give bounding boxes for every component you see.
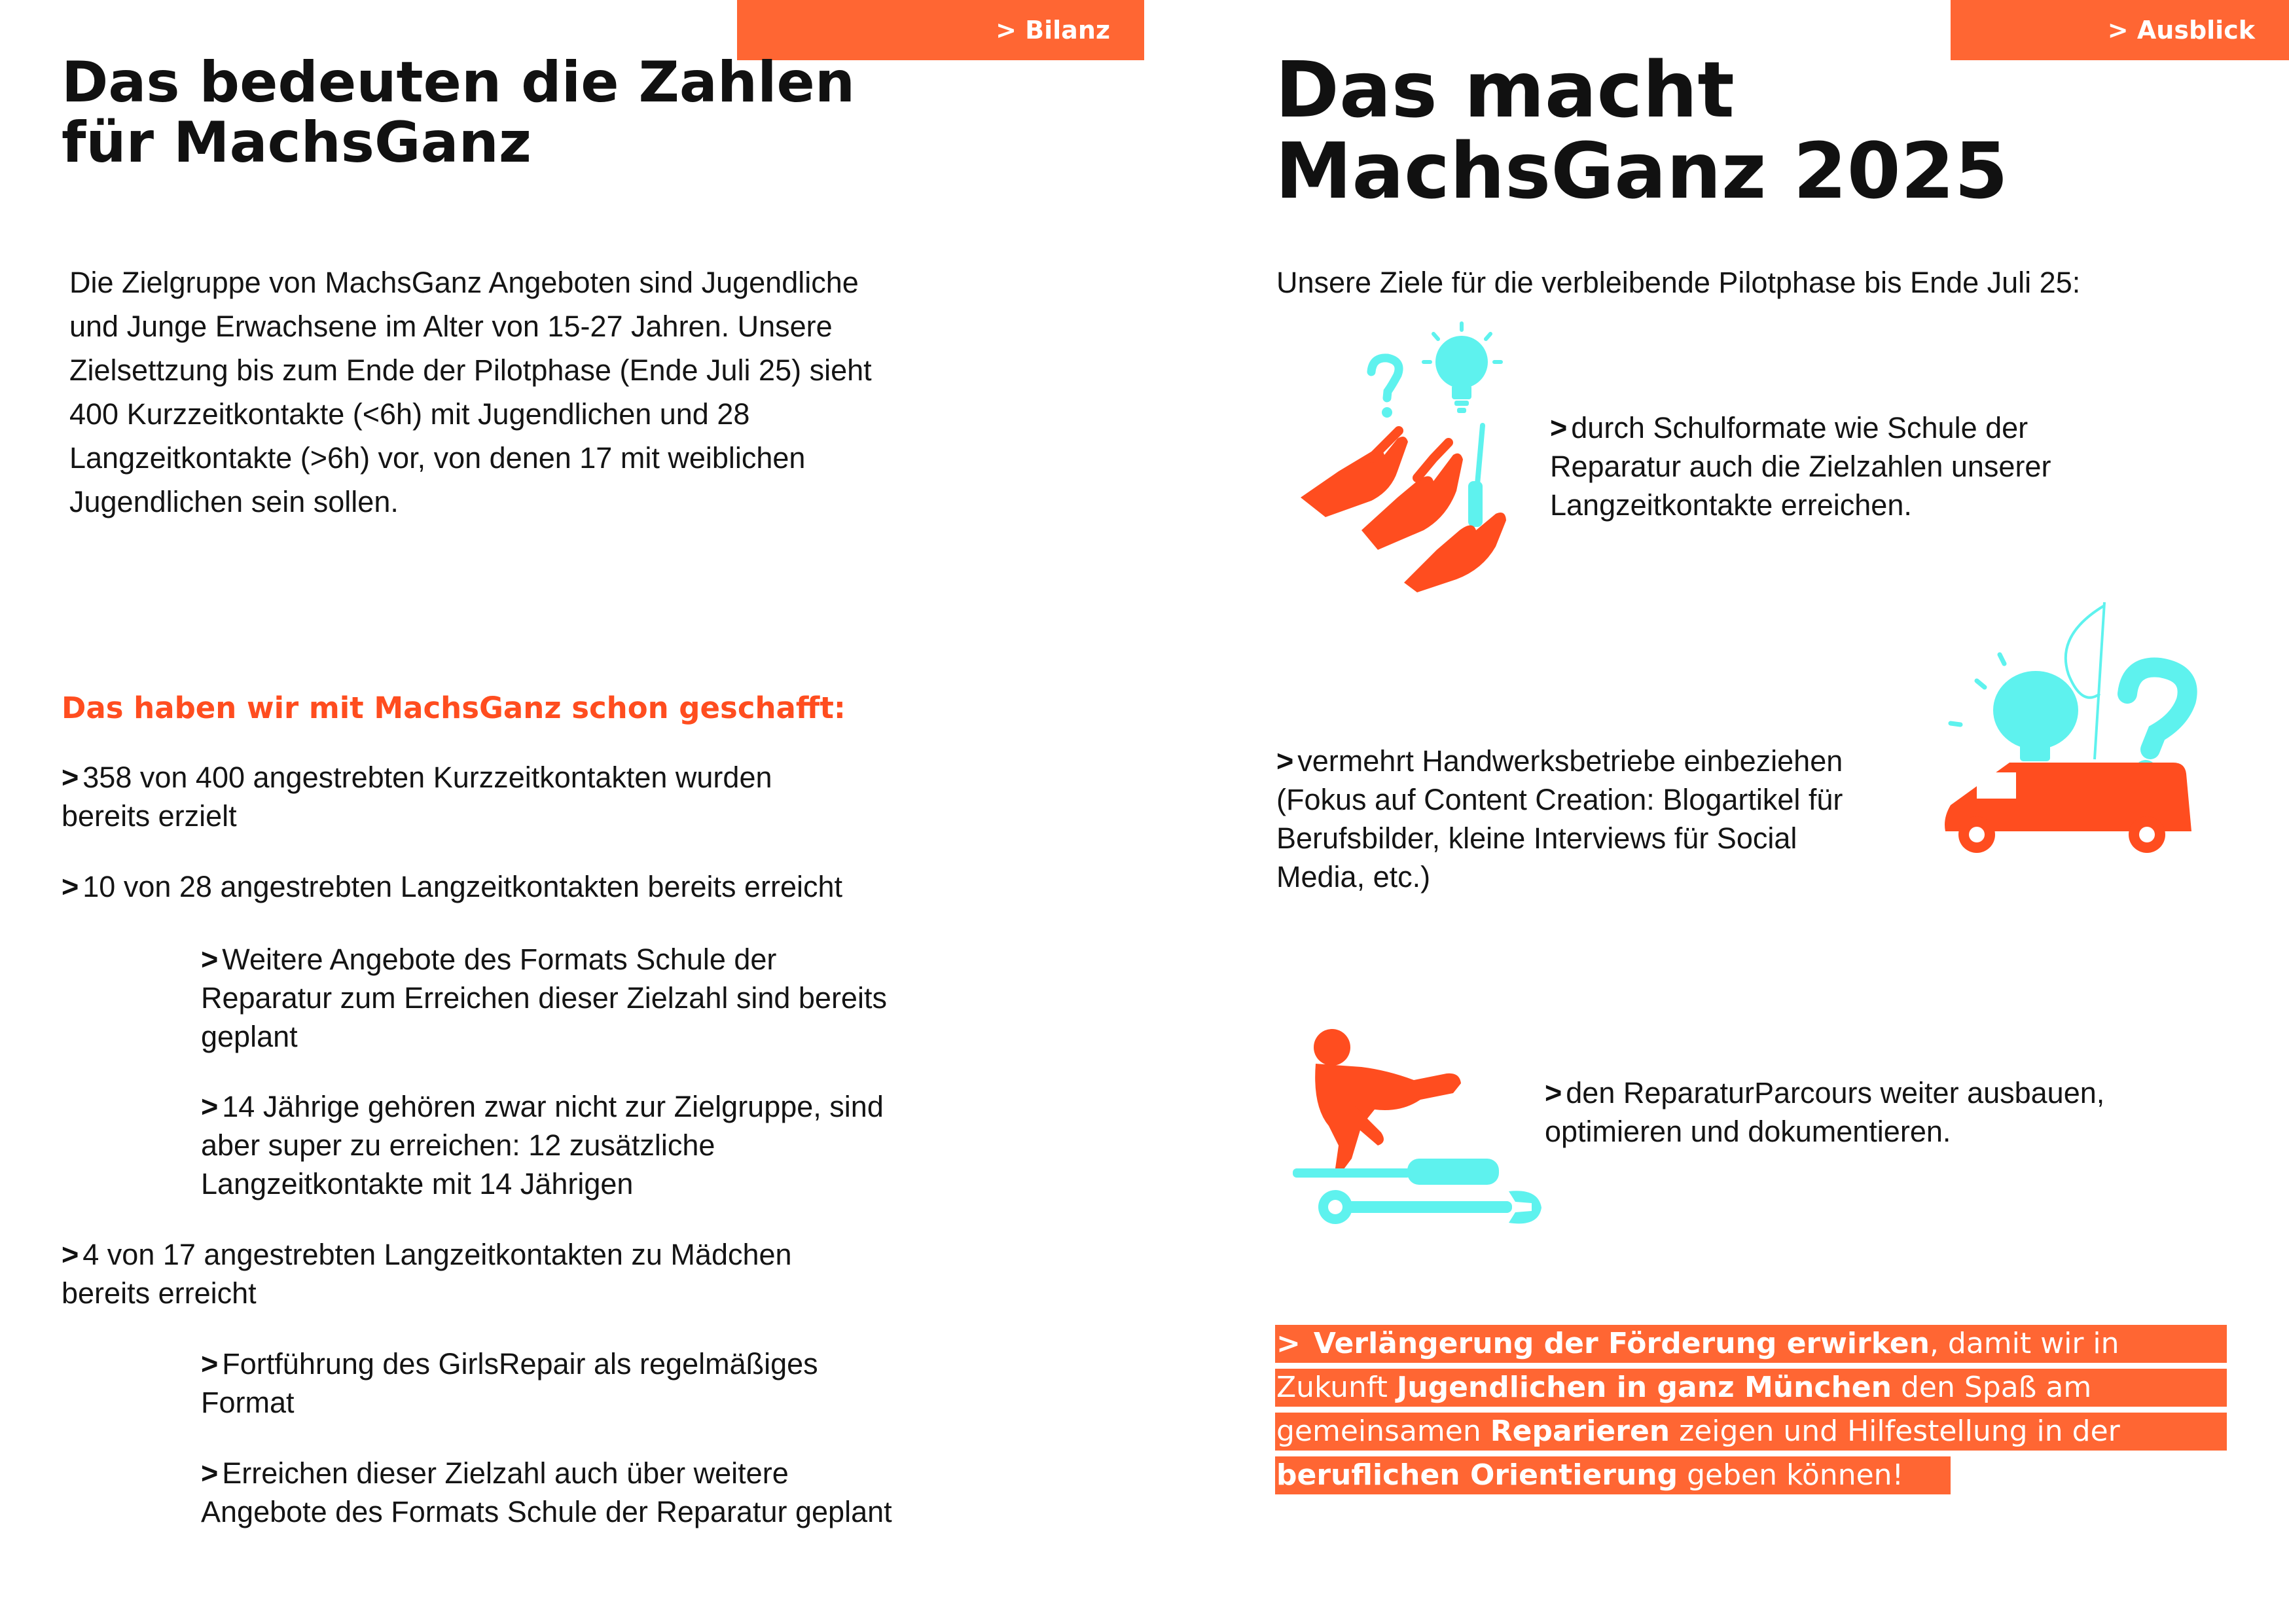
list-item-line: Weitere Angebote des Formats Schule der (222, 943, 777, 976)
tab-ausblick-label: > Ausblick (2107, 16, 2255, 45)
intro-line: Langzeitkontakte (>6h) vor, von denen 17 mit weiblichen (69, 441, 806, 475)
cta-emphasis: Verlängerung der Förderung erwirken (1313, 1327, 1930, 1360)
right-page-title (1275, 45, 2008, 216)
list-item (62, 1235, 1043, 1312)
goal-line: durch Schulformate wie Schule der (1571, 411, 2028, 444)
chevron-right-icon: > (62, 761, 79, 794)
list-item-line: Format (201, 1386, 295, 1419)
goal-line: Media, etc.) (1276, 860, 1431, 893)
intro-line: Die Zielgruppe von MachsGanz Angeboten sind Jugendliche (69, 266, 859, 299)
intro-line: Jugendlichen sein sollen. (69, 485, 399, 518)
left-intro-paragraph (69, 261, 1051, 524)
list-item-line: Erreichen dieser Zielzahl auch über weitere (222, 1456, 789, 1490)
chevron-right-icon: > (1276, 744, 1294, 778)
right-intro: Unsere Ziele für die verbleibende Pilotphase bis Ende Juli 25: (1276, 266, 2081, 299)
cta-line-3 (1275, 1413, 2227, 1451)
left-title-line-2: für MachsGanz (62, 110, 532, 175)
cta-line-4 (1275, 1456, 1951, 1494)
list-item-line: Angebote des Formats Schule der Reparatur geplant (201, 1495, 892, 1528)
goal-line: den ReparaturParcours weiter ausbauen, (1566, 1076, 2105, 1110)
goal-text (1550, 408, 2270, 524)
goal-line: Reparatur auch die Zielzahlen unserer (1550, 450, 2051, 483)
left-title-line-1: Das bedeuten die Zahlen (62, 50, 856, 115)
van-with-lightbulb-icon (1938, 596, 2212, 884)
intro-line: 400 Kurzzeitkontakte (<6h) mit Jugendlichen und 28 (69, 397, 750, 431)
chevron-right-icon: > (62, 1238, 79, 1271)
tab-bilanz-label: > Bilanz (996, 16, 1110, 45)
list-item-line: Fortführung des GirlsRepair als regelmäßiges (222, 1347, 818, 1380)
list-item-line: geplant (201, 1020, 298, 1053)
chevron-right-icon: > (1550, 411, 1568, 444)
list-item-line: bereits erreicht (62, 1276, 257, 1310)
goal-line: Langzeitkontakte erreichen. (1550, 488, 1912, 522)
chevron-right-icon: > (1545, 1076, 1562, 1110)
goal-line: vermehrt Handwerksbetriebe einbeziehen (1297, 744, 1843, 778)
goal-line: (Fokus auf Content Creation: Blogartikel für (1276, 783, 1843, 816)
list-item-line: 14 Jährige gehören zwar nicht zur Zielgruppe, sind (222, 1090, 884, 1123)
list-item-line: aber super zu erreichen: 12 zusätzliche (201, 1128, 715, 1162)
list-item-line: 358 von 400 angestrebten Kurzzeitkontakten wurden (82, 761, 772, 794)
goal-line: optimieren und dokumentieren. (1545, 1115, 1951, 1148)
cta-text: Zukunft (1276, 1371, 1397, 1404)
cta-text: den Spaß am (1891, 1371, 2092, 1404)
cta-text: zeigen und Hilfestellung in der (1670, 1415, 2120, 1448)
list-item-line: bereits erzielt (62, 799, 237, 833)
list-item-line: Reparatur zum Erreichen dieser Zielzahl sind bereits (201, 981, 887, 1015)
right-title-line-1: Das macht (1275, 45, 1735, 135)
list-item (62, 758, 1043, 835)
cta-text: geben können! (1678, 1458, 1904, 1492)
chevron-right-icon: > (201, 1347, 219, 1380)
chevron-right-icon: > (201, 1456, 219, 1490)
list-item-line: 4 von 17 angestrebten Langzeitkontakten zu Mädchen (82, 1238, 792, 1271)
cta-emphasis: Jugendlichen in ganz München (1396, 1371, 1892, 1404)
cta-line-2 (1275, 1369, 2227, 1407)
right-title-line-2: MachsGanz 2025 (1275, 126, 2008, 216)
intro-line: Zielsettzung bis zum Ende der Pilotphase (Ende Juli 25) sieht (69, 353, 872, 387)
cta-text: , damit wir in (1929, 1327, 2119, 1360)
cta-emphasis: beruflichen Orientierung (1276, 1458, 1678, 1492)
cta-text: gemeinsamen (1276, 1415, 1490, 1448)
hands-with-lightbulb-icon (1299, 321, 1509, 596)
goal-text (1276, 742, 1951, 896)
chevron-right-icon: > (201, 1090, 219, 1123)
list-item-line: 10 von 28 angestrebten Langzeitkontakten bereits erreicht (82, 870, 843, 903)
cta-emphasis: Reparieren (1490, 1415, 1670, 1448)
goal-line: Berufsbilder, kleine Interviews für Social (1276, 821, 1797, 855)
chevron-right-icon: > (62, 870, 79, 903)
list-item-line: Langzeitkontakte mit 14 Jährigen (201, 1167, 634, 1200)
left-page-title (62, 52, 855, 173)
cta-line-1 (1275, 1325, 2227, 1363)
chevron-right-icon: > (201, 943, 219, 976)
list-item (201, 1454, 1052, 1531)
goal-text (1545, 1074, 2265, 1151)
list-item (201, 1087, 1052, 1203)
list-item (62, 867, 1043, 906)
achieved-heading: Das haben wir mit MachsGanz schon geschafft: (62, 691, 846, 725)
intro-line: und Junge Erwachsene im Alter von 15-27 Jahren. Unsere (69, 310, 833, 343)
breakdancer-with-tools-icon (1289, 1028, 1551, 1237)
list-item (201, 1344, 1052, 1422)
list-item (201, 940, 1052, 1056)
chevron-right-icon: > (1276, 1327, 1301, 1360)
